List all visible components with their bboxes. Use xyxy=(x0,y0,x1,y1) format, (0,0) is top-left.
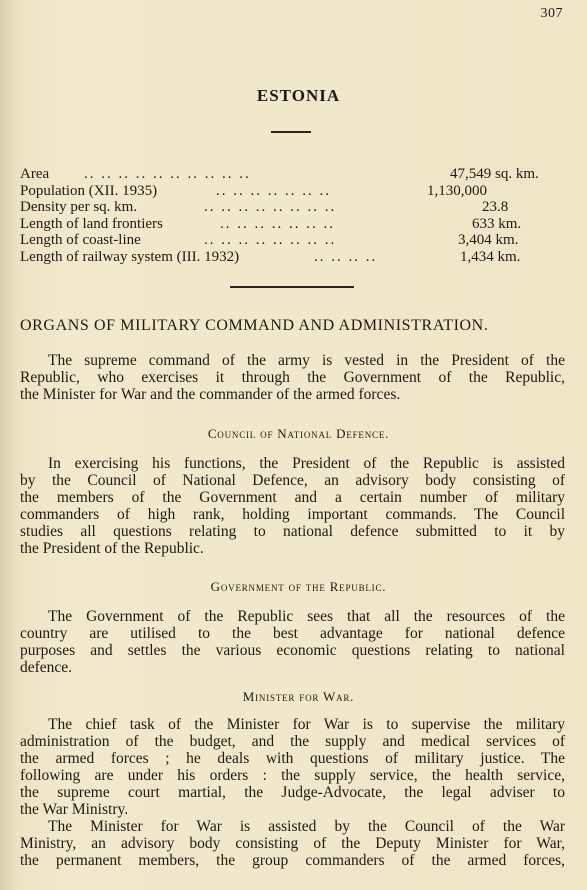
paragraph-supreme-command xyxy=(20,352,565,403)
stat-leader-dots: .. .. .. .. .. .. .. .. xyxy=(204,199,337,215)
stat-label: Density per sq. km. xyxy=(20,199,138,215)
text-line: administration of the budget, and the supply and medical services of xyxy=(20,733,565,750)
stat-leader-dots: .. .. .. .. .. .. .. .. xyxy=(204,232,337,248)
section-heading: ORGANS OF MILITARY COMMAND AND ADMINISTRATION. xyxy=(20,317,489,334)
text-line: the War Ministry. xyxy=(20,801,129,818)
stat-row-railway xyxy=(20,249,565,266)
stat-row-density xyxy=(20,199,565,216)
paragraph-government xyxy=(20,608,565,676)
heading-council-national-defence: Council of National Defence. xyxy=(207,426,390,441)
text-line: the members of the Government and a certain number of military xyxy=(20,489,565,506)
section-divider xyxy=(230,286,354,288)
stat-value: 23.8 xyxy=(482,199,509,215)
stat-leader-dots: .. .. .. .. xyxy=(314,248,378,265)
text-line: studies all questions relating to national defence submitted to it by xyxy=(20,523,565,540)
stat-value: 3,404 km. xyxy=(458,232,519,248)
text-line: Republic, who exercises it through the Government of the Republic, xyxy=(20,369,565,386)
stat-value: 1,434 km. xyxy=(460,248,521,265)
text-line: the armed forces ; he deals with questions of military justice. The xyxy=(20,750,565,767)
stat-value: 633 km. xyxy=(472,215,522,232)
stat-label: Length of land frontiers xyxy=(20,215,163,232)
text-line: the permanent members, the group commanders of the armed forces, xyxy=(20,852,565,869)
page-number: 307 xyxy=(540,6,563,21)
heading-government-republic: Government of the Republic. xyxy=(210,579,387,594)
text-line: following are under his orders : the supply service, the health service, xyxy=(20,767,565,784)
text-line: Ministry, an advisory body consisting of the Deputy Minister for War, xyxy=(20,835,565,852)
text-line: defence. xyxy=(20,659,73,676)
paragraph-minister-tasks xyxy=(20,716,565,818)
stat-label: Length of railway system (III. 1932) xyxy=(20,248,240,265)
text-line: The Government of the Republic sees that all the resources of the xyxy=(48,608,565,625)
stat-label: Population (XII. 1935) xyxy=(20,182,158,199)
stat-row-population xyxy=(20,183,565,200)
stat-value: 47,549 sq. km. xyxy=(450,166,539,182)
stat-label: Area xyxy=(20,166,50,182)
text-line: commanders of high rank, holding important commands. The Council xyxy=(20,506,565,523)
stat-leader-dots: .. .. .. .. .. .. .. xyxy=(216,182,331,199)
country-title: ESTONIA xyxy=(256,86,341,105)
text-line: the President of the Republic. xyxy=(20,540,204,557)
text-line: country are utilised to the best advantage for national defence xyxy=(20,625,565,642)
text-line: the Minister for War and the commander of the armed forces. xyxy=(20,386,401,403)
stat-row-coast-line xyxy=(20,232,565,249)
heading-minister-for-war: Minister for War. xyxy=(242,689,355,704)
stat-leader-dots: .. .. .. .. .. .. .. .. .. .. xyxy=(84,166,251,182)
stat-row-land-frontiers xyxy=(20,216,565,233)
text-line: In exercising his functions, the President of the Republic is assisted xyxy=(48,455,565,472)
text-line: the supreme court martial, the Judge-Advocate, the legal adviser to xyxy=(20,784,565,801)
stat-label: Length of coast-line xyxy=(20,232,141,248)
text-line: The Minister for War is assisted by the Council of the War xyxy=(48,818,565,835)
title-divider xyxy=(271,131,311,133)
paragraph-council xyxy=(20,455,565,557)
stat-row-area xyxy=(20,166,565,183)
paragraph-war-ministry-council xyxy=(20,818,565,869)
stat-value: 1,130,000 xyxy=(427,182,487,199)
statistics-table xyxy=(20,166,565,265)
text-line: The chief task of the Minister for War is to supervise the military xyxy=(48,716,565,733)
stat-leader-dots: .. .. .. .. .. .. .. xyxy=(220,215,335,232)
text-line: by the Council of National Defence, an advisory body consisting of xyxy=(20,472,565,489)
text-line: purposes and settles the various economic questions relating to national xyxy=(20,642,565,659)
text-line: The supreme command of the army is vested in the President of the xyxy=(48,352,565,369)
